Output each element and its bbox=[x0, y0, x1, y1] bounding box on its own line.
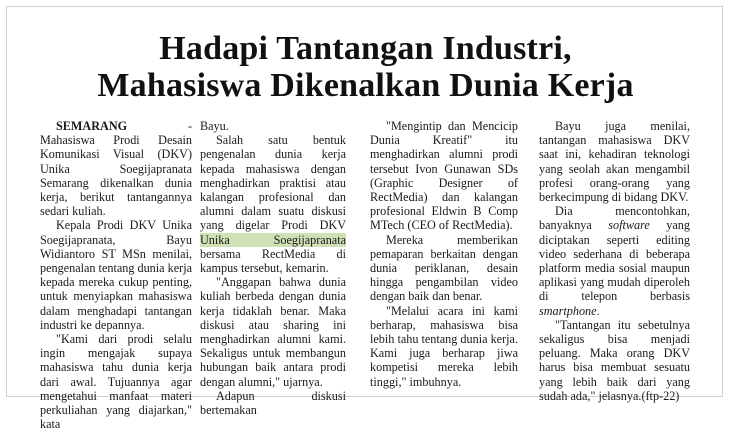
paragraph: Bayu juga menilai, tantangan mahasiswa DKV saat ini, kehadiran teknologi yang seolah akan mengambil profesi orang-orang yang berkecimpung di bidang DKV. bbox=[539, 119, 690, 205]
paragraph: "Tantangan itu sebetulnya sekaligus bisa menjadi peluang. Maka orang DKV harus bisa membuat sesuatu yang lebih baik dari yang sudah ada," jelasnya.(ftp-22) bbox=[539, 317, 690, 403]
headline-line-2: Mahasiswa Dikenalkan Dunia Kerja bbox=[97, 67, 634, 104]
article-column-1 bbox=[40, 119, 192, 431]
paragraph: Kepala Prodi DKV Unika Soegijapranata, Bayu Widiantoro ST MSn menilai, pengenalan tentang dunia kerja kepada mereka cukup penting, untuk menyiapkan mahasiswa dalam menghadapi tantangan industri ke depannya. bbox=[40, 218, 192, 332]
article-column-4 bbox=[539, 119, 690, 403]
paragraph: Mereka memberikan pemaparan berkaitan dengan dunia periklanan, desain hingga pengambilan video dengan baik dan benar. bbox=[370, 232, 518, 304]
paragraph: Bayu. bbox=[200, 119, 229, 133]
article-column-3 bbox=[370, 119, 518, 389]
paragraph: Dia mencontohkan, banyaknya software yang diciptakan seperti editing video sederhana di beberapa platform media sosial maupun aplikasi yang mudah diperoleh di telepon berbasis smartphone. bbox=[539, 204, 690, 318]
dateline: SEMARANG bbox=[56, 119, 128, 133]
paragraph: Salah satu bentuk pengenalan dunia kerja kepada mahasiswa dengan menghadirkan praktisi atau kalangan profesional dan alumni dalam suatu diskusi yang digelar Prodi DKV Unika Soegijapranata bersama RectMedia di kampus tersebut, kemarin. bbox=[200, 133, 346, 276]
paragraph: "Melalui acara ini kami berharap, mahasiswa bisa lebih tahu tentang dunia kerja. Kami juga berharap jiwa kompetisi mereka lebih tinggi," imbuhnya. bbox=[370, 303, 518, 389]
paragraph: "Kami dari prodi selalu ingin mengajak supaya mahasiswa tahu dunia kerja dari awal. Tujuannya agar mengetahui manfaat materi perkuliahan yang diajarkan," kata bbox=[40, 332, 192, 431]
paragraph: SEMARANG - Mahasiswa Prodi Desain Komunikasi Visual (DKV) Unika Soegijapranata Semarang dikenalkan dunia kerja, berikut tantangannya sedari kuliah. bbox=[40, 119, 192, 219]
article-column-2 bbox=[200, 119, 346, 417]
highlighted-text: Unika Soegijapranata bbox=[200, 232, 346, 247]
article-headline bbox=[0, 30, 731, 104]
headline-line-1: Hadapi Tantangan Industri, bbox=[159, 30, 572, 67]
paragraph: "Mengintip dan Mencicip Dunia Kreatif" itu menghadirkan alumni prodi tersebut Ivon Gunawan SDs (Graphic Designer of RectMedia) dan kalangan profesional Eldwin B Comp MTech (CEO of RectMedia). bbox=[370, 119, 518, 233]
paragraph: "Anggapan bahwa dunia kuliah berbeda dengan dunia kerja tidaklah benar. Maka diskusi atau sharing ini menghadirkan alumni kami. Sekaligus untuk membangun hubungan baik antara prodi dengan alumni," ujarnya. bbox=[200, 275, 346, 389]
paragraph: Adapun diskusi bertemakan bbox=[200, 388, 346, 418]
